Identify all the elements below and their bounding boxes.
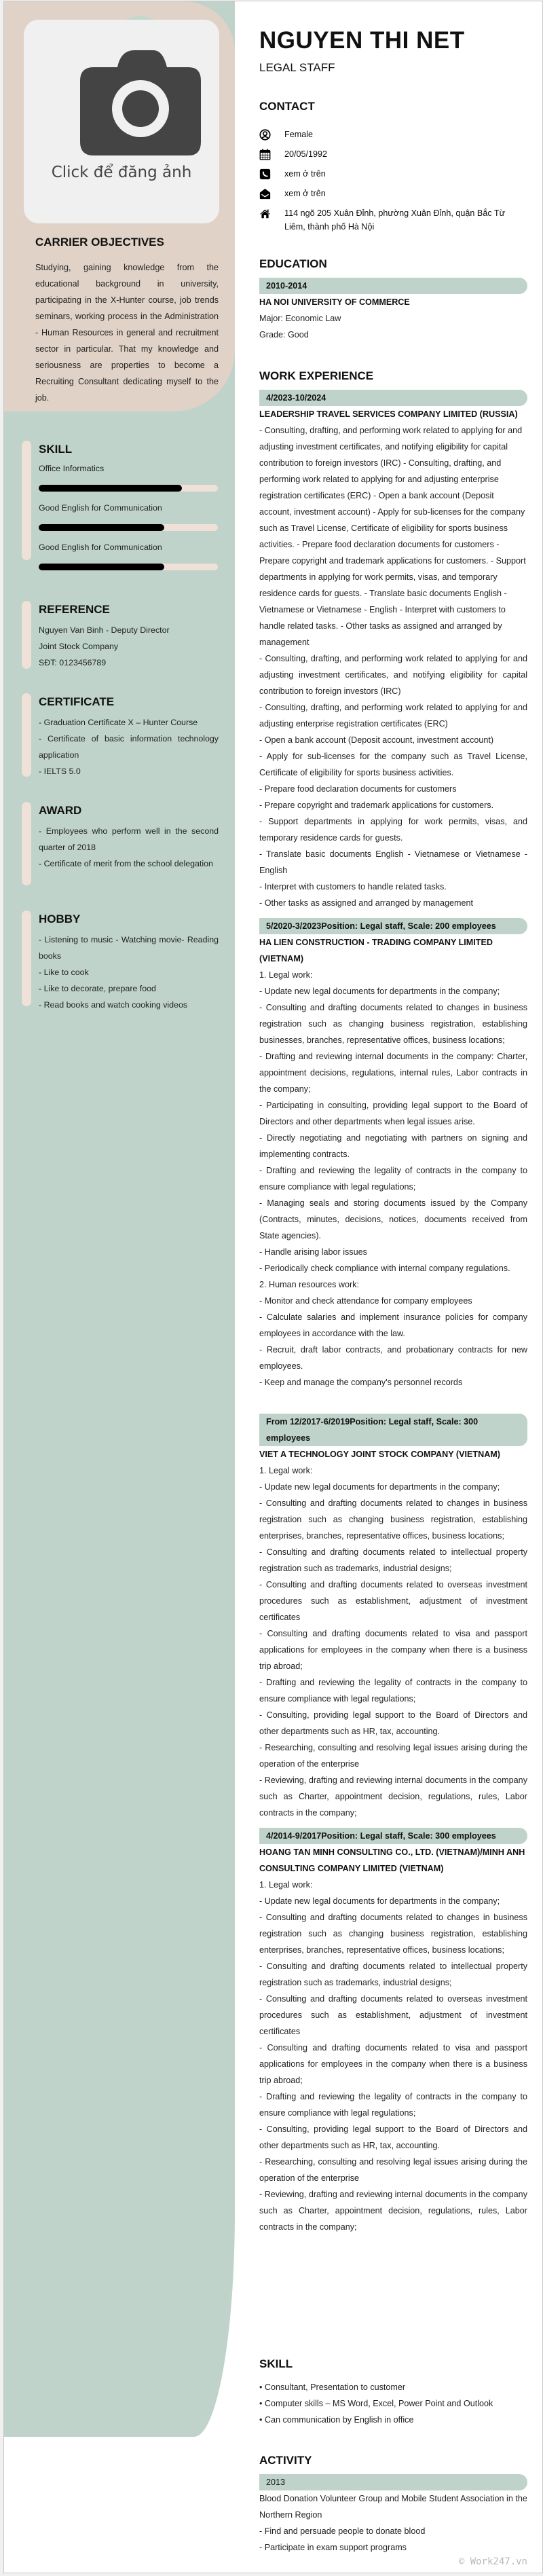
job-duty: - Support departments in applying for work permits, visas, and temporary residence cards for guests.: [259, 817, 527, 843]
job-duty: 1. Legal work:: [259, 1466, 313, 1475]
photo-upload[interactable]: [24, 20, 219, 223]
certificate-title: CERTIFICATE: [39, 695, 115, 708]
contact-dob: 20/05/1992: [259, 147, 527, 161]
job-duty: - Consulting and drafting documents related to intellectual property registration such as trademarks, industrial designs;: [259, 1547, 527, 1573]
job-summary: - Consulting, drafting, and performing work related to applying for and adjusting investment certificates, and notifying eligibility for capital contribution to foreign investors (IRC) - Consulting, drafting, and performing work related to applying for and adjusting enterprise registration certificates (ERC) - Open a bank account (Deposit account, investment account) - Apply for sub-licenses for the company such as Travel License, Certificate of eligibility for sports business activities. - Prepare food declaration documents for customers - Prepare copyright and trademark applications for customers. - Support departments in applying for work permits, visas, and temporary residence cards for guests. - Translate basic documents English - Vietnamese or Vietnamese - English - Interpret with customers to handle related tasks. - Other tasks as assigned and arranged by management: [259, 426, 526, 647]
job-period: From 12/2017-6/2019Position: Legal staff, Scale: 300 employees: [259, 1414, 527, 1446]
education-title: EDUCATION: [259, 257, 327, 270]
job-duty: - Consulting and drafting documents related to overseas investment procedures such as establishment, adjustment of investment certificates: [259, 1994, 527, 2036]
contact-address: 114 ngõ 205 Xuân Đỉnh, phường Xuân Đỉnh, quận Bắc Từ Liêm, thành phố Hà Nội: [259, 206, 527, 234]
section-accent-bar: [22, 601, 31, 669]
activity-period: 2013: [259, 2474, 527, 2490]
job-company: VIET A TECHNOLOGY JOINT STOCK COMPANY (VIETNAM): [259, 1450, 500, 1459]
job-duty: - Update new legal documents for departments in the company;: [259, 1482, 500, 1492]
section-accent-bar: [22, 910, 31, 1006]
camera-icon: [80, 50, 202, 155]
skill-list-item: • Consultant, Presentation to customer: [259, 2382, 406, 2392]
education-grade: Grade: Good: [259, 330, 309, 339]
skill-list-title: SKILL: [259, 2357, 293, 2370]
job-duty: - Consulting, drafting, and performing work related to applying for and adjusting enterprise registration certificates (ERC): [259, 703, 527, 729]
job-duty: - Managing seals and storing documents issued by the Company (Contracts, minutes, decisions, notices, documents received from State agencies).: [259, 1198, 527, 1240]
skill-name: Good English for Communication: [39, 542, 162, 552]
activity-line: - Find and persuade people to donate blood: [259, 2526, 426, 2536]
job-duty: - Apply for sub-licenses for the company such as Travel License, Certificate of eligibility for sports business activities.: [259, 752, 527, 777]
cv-page: [3, 1, 543, 2573]
hobby-line: - Like to decorate, prepare food: [39, 984, 156, 993]
work-title: WORK EXPERIENCE: [259, 369, 374, 382]
certificate-line: - Graduation Certificate X – Hunter Course: [39, 718, 198, 727]
skill-item: [39, 501, 219, 531]
award-line: - Certificate of merit from the school delegation: [39, 859, 213, 868]
job-duty: - Consulting and drafting documents related to overseas investment procedures such as establishment, adjustment of investment certificates: [259, 1580, 527, 1622]
job-entry: [259, 390, 527, 911]
award-line: - Employees who perform well in the second quarter of 2018: [39, 826, 219, 852]
calendar-icon: [259, 147, 284, 161]
contact-title: CONTACT: [259, 100, 315, 113]
skill-name: Office Informatics: [39, 464, 105, 473]
reference-line: Joint Stock Company: [39, 642, 119, 651]
job-entry: [259, 1828, 527, 2235]
phone-icon: [259, 167, 284, 181]
section-accent-bar: [22, 802, 31, 885]
objectives-title: CARRIER OBJECTIVES: [35, 236, 164, 249]
job-duty: - Recruit, draft labor contracts, and probationary contracts for new employees.: [259, 1345, 527, 1371]
certificate-line: - IELTS 5.0: [39, 767, 81, 776]
activity-title: ACTIVITY: [259, 2454, 312, 2467]
job-period: 4/2014-9/2017Position: Legal staff, Scale: 300 employees: [259, 1828, 527, 1844]
job-duty: - Handle arising labor issues: [259, 1247, 367, 1257]
job-duty: - Participating in consulting, providing legal support to the Board of Directors and other departments when legal issues arise.: [259, 1101, 527, 1126]
skill-title: SKILL: [39, 443, 73, 456]
skill-progress-fill: [39, 485, 182, 492]
skill-section: [22, 441, 219, 580]
job-duty: - Consulting, providing legal support to the Board of Directors and other departments such as HR, tax, accounting.: [259, 2124, 527, 2150]
job-duty: - Consulting and drafting documents related to changes in business registration such as changing business registration, establishing enterprises, branches, representative offices, business locations;: [259, 1498, 527, 1541]
hobby-line: - Read books and watch cooking videos: [39, 1000, 188, 1010]
section-accent-bar: [22, 693, 31, 777]
job-duty: 1. Legal work:: [259, 970, 313, 980]
job-duty: - Researching, consulting and resolving legal issues arising during the operation of the enterprise: [259, 2157, 527, 2183]
skill-progress-bar: [39, 485, 218, 492]
job-duty: - Calculate salaries and implement insurance policies for company employees in accordance with the law.: [259, 1312, 527, 1338]
user-icon: [259, 128, 284, 141]
job-duty: - Reviewing, drafting and reviewing internal documents in the company such as Charter, appointment decision, regulations, rules, Labor contracts in the company;: [259, 2190, 527, 2232]
job-duty: - Consulting, providing legal support to the Board of Directors and other departments such as HR, tax, accounting.: [259, 1710, 527, 1736]
hobby-title: HOBBY: [39, 913, 81, 925]
job-duty: - Consulting and drafting documents related to intellectual property registration such as trademarks, industrial designs;: [259, 1962, 527, 1987]
skill-progress-fill: [39, 524, 164, 531]
job-duty: - Drafting and reviewing the legality of contracts in the company to ensure compliance with legal regulations;: [259, 1166, 527, 1192]
job-duty: - Directly negotiating and negotiating with partners on signing and implementing contracts.: [259, 1133, 527, 1159]
job-duty: - Drafting and reviewing internal documents in the company: Charter, appointment decisions, regulations, internal rules, Labor contracts in the company;: [259, 1052, 527, 1094]
section-accent-bar: [22, 441, 31, 560]
candidate-name: NGUYEN THI NET: [259, 27, 465, 54]
job-company: LEADERSHIP TRAVEL SERVICES COMPANY LIMITED (RUSSIA): [259, 409, 518, 419]
contact-gender: Female: [259, 128, 527, 141]
home-icon: [259, 206, 284, 220]
skill-progress-fill: [39, 564, 164, 570]
job-duty: - Reviewing, drafting and reviewing internal documents in the company such as Charter, appointment decision, regulations, rules, Labor contracts in the company;: [259, 1775, 527, 1818]
contact-phone: xem ở trên: [259, 167, 527, 181]
job-duty: - Update new legal documents for departments in the company;: [259, 1896, 500, 1906]
skill-list-item: • Computer skills – MS Word, Excel, Power Point and Outlook: [259, 2399, 493, 2408]
job-duty: - Update new legal documents for departments in the company;: [259, 987, 500, 996]
award-section: [22, 802, 219, 872]
job-duty: - Periodically check compliance with internal company regulations.: [259, 1264, 510, 1273]
job-duty: 1. Legal work:: [259, 1880, 313, 1890]
activity-line: - Participate in exam support programs: [259, 2543, 407, 2552]
reference-line: Nguyen Van Binh - Deputy Director: [39, 625, 170, 635]
hobby-line: - Like to cook: [39, 968, 89, 977]
job-duty: - Translate basic documents English - Vietnamese or Vietnamese - English: [259, 849, 527, 875]
job-duty: - Drafting and reviewing the legality of contracts in the company to ensure compliance with legal regulations;: [259, 1678, 527, 1704]
reference-title: REFERENCE: [39, 603, 110, 616]
job-entry: [259, 918, 527, 1391]
skill-list-section: [259, 2357, 527, 2428]
reference-line: SĐT: 0123456789: [39, 658, 107, 667]
job-period: 5/2020-3/2023Position: Legal staff, Scale: 200 employees: [259, 918, 527, 934]
job-duty: - Consulting and drafting documents related to visa and passport applications for employees in the company when there is a business trip abroad;: [259, 2043, 527, 2085]
job-duty: - Interpret with customers to handle related tasks.: [259, 882, 447, 891]
skill-item: [39, 462, 219, 492]
job-duty: - Monitor and check attendance for company employees: [259, 1296, 472, 1306]
job-duty: - Consulting and drafting documents related to changes in business registration such as changing business registration, establishing enterprises, branches, representative offices, business locations;: [259, 1913, 527, 1955]
skill-list-item: • Can communication by English in office: [259, 2415, 414, 2425]
objectives-text: Studying, gaining knowledge from the educational background in university, participating in the X-Hunter course, job trends seminars, working process in the Administration - Human Resources in general and recruitment sector in particular. That my knowledge and seriousness are properties to become a Recruiting Consultant dedicating myself to the job.: [35, 263, 219, 403]
skill-item: [39, 540, 219, 570]
job-duty: - Drafting and reviewing the legality of contracts in the company to ensure compliance with legal regulations;: [259, 2092, 527, 2118]
candidate-role: LEGAL STAFF: [259, 61, 335, 74]
activity-section: [259, 2454, 527, 2556]
job-duty: - Consulting and drafting documents related to changes in business registration such as changing business registration, establishing businesses, branches, representative offices, business locations;: [259, 1003, 527, 1045]
job-company: HA LIEN CONSTRUCTION - TRADING COMPANY LIMITED (VIETNAM): [259, 938, 493, 963]
envelope-open-icon: [259, 187, 284, 200]
reference-section: [22, 601, 219, 671]
certificate-line: - Certificate of basic information technology application: [39, 734, 219, 760]
job-duty: 2. Human resources work:: [259, 1280, 359, 1289]
job-entry: [259, 1414, 527, 1821]
job-duty: - Consulting, drafting, and performing work related to applying for and adjusting investment certificates, and notifying eligibility for capital contribution to foreign investors (IRC): [259, 654, 527, 696]
job-duty: - Open a bank account (Deposit account, investment account): [259, 735, 494, 745]
education-major: Major: Economic Law: [259, 314, 341, 323]
work-section: [259, 369, 527, 2235]
skill-progress-bar: [39, 564, 218, 570]
activity-line: Blood Donation Volunteer Group and Mobile Student Association in the Northern Region: [259, 2494, 527, 2520]
certificate-section: [22, 693, 219, 779]
watermark: © Work247.vn: [458, 2556, 527, 2567]
award-title: AWARD: [39, 804, 82, 817]
contact-email: xem ở trên: [259, 187, 527, 200]
job-duty: - Other tasks as assigned and arranged by management: [259, 898, 474, 908]
hobby-line: - Listening to music - Watching movie- Reading books: [39, 935, 219, 961]
job-company: HOANG TAN MINH CONSULTING CO., LTD. (VIETNAM)/MINH ANH CONSULTING COMPANY LIMITED (VIETNAM): [259, 1847, 525, 1873]
photo-upload-label: Click để đăng ảnh: [51, 164, 192, 181]
job-period: 4/2023-10/2024: [259, 390, 527, 406]
education-period: 2010-2014: [259, 278, 527, 294]
education-section: [259, 257, 527, 343]
hobby-section: [22, 910, 219, 1013]
job-duty: - Keep and manage the company's personnel records: [259, 1378, 463, 1387]
skill-name: Good English for Communication: [39, 503, 162, 513]
skill-progress-bar: [39, 524, 218, 531]
job-duty: - Prepare food declaration documents for customers: [259, 784, 457, 794]
education-school: HA NOI UNIVERSITY OF COMMERCE: [259, 297, 410, 307]
job-duty: - Prepare copyright and trademark applications for customers.: [259, 801, 494, 810]
contact-list: [259, 128, 527, 240]
job-duty: - Researching, consulting and resolving legal issues arising during the operation of the enterprise: [259, 1743, 527, 1769]
job-duty: - Consulting and drafting documents related to visa and passport applications for employees in the company when there is a business trip abroad;: [259, 1629, 527, 1671]
